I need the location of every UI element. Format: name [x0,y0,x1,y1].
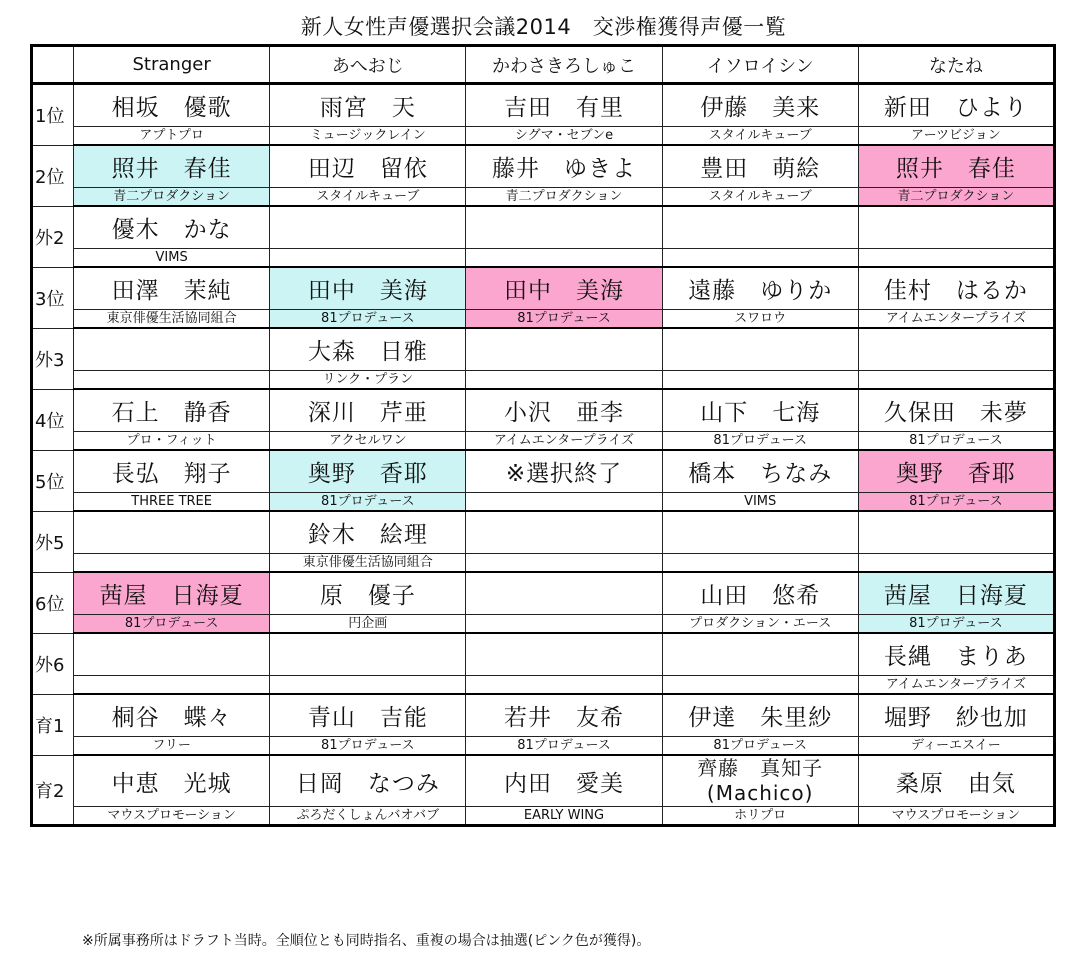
pick-name-row [32,755,1055,807]
agency-name [858,554,1054,573]
voice-actress-name: 原 優子 [270,572,466,615]
voice-actress-name [270,206,466,249]
agency-name: VIMS [74,249,270,268]
agency-name: 81プロデュース [858,432,1054,451]
agency-name: 81プロデュース [270,310,466,329]
agency-name [74,676,270,695]
voice-actress-name [858,206,1054,249]
voice-actress-name: 長縄 まりあ [858,633,1054,676]
agency-name: プロダクション・エース [662,615,858,634]
round-label: 4位 [32,389,74,450]
agency-name: アイムエンタープライズ [858,310,1054,329]
pick-name-row [32,267,1055,310]
pick-name-row [32,328,1055,371]
voice-actress-name: 雨宮 天 [270,84,466,127]
voice-actress-name: 山下 七海 [662,389,858,432]
agency-name: アイムエンタープライズ [466,432,662,451]
round-label: 外3 [32,328,74,389]
voice-actress-name: 優木 かな [74,206,270,249]
voice-actress-name [662,328,858,371]
voice-actress-name: 青山 吉能 [270,694,466,737]
agency-name: ホリプロ [662,807,858,826]
pick-agency-row [32,554,1055,573]
agency-name: THREE TREE [74,493,270,512]
agency-name [466,676,662,695]
agency-name: マウスプロモーション [858,807,1054,826]
voice-actress-name: 茜屋 日海夏 [74,572,270,615]
voice-actress-name: 田澤 茉純 [74,267,270,310]
voice-actress-name [466,328,662,371]
voice-actress-name [662,511,858,554]
voice-actress-name: 奥野 香耶 [858,450,1054,493]
agency-name: ミュージックレイン [270,127,466,146]
agency-name: VIMS [662,493,858,512]
voice-actress-name: 橋本 ちなみ [662,450,858,493]
column-header: Stranger [74,46,270,84]
voice-actress-name [74,328,270,371]
agency-name: マウスプロモーション [74,807,270,826]
voice-actress-name: 堀野 紗也加 [858,694,1054,737]
pick-name-row [32,450,1055,493]
agency-name [270,249,466,268]
voice-actress-name: 照井 春佳 [858,145,1054,188]
round-label: 5位 [32,450,74,511]
agency-name: 青二プロダクション [74,188,270,207]
pick-name-row [32,572,1055,615]
agency-name: アーツビジョン [858,127,1054,146]
column-header: かわさきろしゅこ [466,46,662,84]
agency-name: スタイルキューブ [270,188,466,207]
voice-actress-name: 田中 美海 [466,267,662,310]
agency-name [662,371,858,390]
agency-name [858,371,1054,390]
voice-actress-name [858,511,1054,554]
voice-actress-name: 新田 ひより [858,84,1054,127]
pick-agency-row [32,310,1055,329]
round-label: 2位 [32,145,74,206]
voice-actress-name: 山田 悠希 [662,572,858,615]
page-title: 新人女性声優選択会議2014 交渉権獲得声優一覧 [300,15,787,39]
voice-actress-name: 日岡 なつみ [270,755,466,807]
pick-agency-row [32,615,1055,634]
voice-actress-name: 吉田 有里 [466,84,662,127]
voice-actress-name: 小沢 亜李 [466,389,662,432]
voice-actress-name: 佳村 はるか [858,267,1054,310]
draft-results-table [30,44,1056,827]
round-label: 6位 [32,572,74,633]
pick-name-row [32,511,1055,554]
round-label: 育1 [32,694,74,755]
voice-actress-name: 内田 愛美 [466,755,662,807]
voice-actress-name: 藤井 ゆきよ [466,145,662,188]
voice-actress-name [466,633,662,676]
agency-name: フリー [74,737,270,756]
voice-actress-name: 伊藤 美来 [662,84,858,127]
agency-name: 81プロデュース [858,615,1054,634]
voice-actress-name: 照井 春佳 [74,145,270,188]
round-label: 外5 [32,511,74,572]
agency-name [270,676,466,695]
voice-actress-name: 久保田 未夢 [858,389,1054,432]
agency-name: 81プロデュース [858,493,1054,512]
agency-name: 81プロデュース [466,310,662,329]
voice-actress-name: 桐谷 蝶々 [74,694,270,737]
voice-actress-name: 長弘 翔子 [74,450,270,493]
voice-actress-name [466,206,662,249]
agency-name: 円企画 [270,615,466,634]
voice-actress-name: 相坂 優歌 [74,84,270,127]
voice-actress-name: 中恵 光城 [74,755,270,807]
voice-actress-name: 桑原 由気 [858,755,1054,807]
agency-name: 81プロデュース [270,493,466,512]
agency-name: シグマ・セブンe [466,127,662,146]
agency-name [466,615,662,634]
agency-name [662,249,858,268]
footnote: ※所属事務所はドラフト当時。全順位とも同時指名、重複の場合は抽選(ピンク色が獲得)。 [82,933,651,949]
voice-actress-name: 深川 芹亜 [270,389,466,432]
agency-name: アプトプロ [74,127,270,146]
agency-name: 81プロデュース [466,737,662,756]
voice-actress-name [662,633,858,676]
agency-name [662,554,858,573]
pick-agency-row [32,493,1055,512]
agency-name [466,554,662,573]
pick-name-row [32,389,1055,432]
pick-agency-row [32,737,1055,756]
round-label: 3位 [32,267,74,328]
agency-name: EARLY WING [466,807,662,826]
voice-actress-name: 茜屋 日海夏 [858,572,1054,615]
agency-name: スタイルキューブ [662,188,858,207]
agency-name: プロ・フィット [74,432,270,451]
round-label: 1位 [32,84,74,146]
agency-name: 青二プロダクション [858,188,1054,207]
pick-agency-row [32,371,1055,390]
pick-agency-row [32,432,1055,451]
agency-name: スタイルキューブ [662,127,858,146]
voice-actress-name: 若井 友希 [466,694,662,737]
agency-name: ディーエスイー [858,737,1054,756]
pick-name-row [32,84,1055,127]
voice-actress-name: 齊藤 真知子 (Machico) [662,755,858,807]
pick-agency-row [32,188,1055,207]
pick-agency-row [32,807,1055,826]
agency-name: 青二プロダクション [466,188,662,207]
voice-actress-name: 豊田 萌絵 [662,145,858,188]
agency-name [662,676,858,695]
voice-actress-name: 大森 日雅 [270,328,466,371]
column-header: あへおじ [270,46,466,84]
pick-name-row [32,633,1055,676]
agency-name: 東京俳優生活協同組合 [74,310,270,329]
agency-name [466,493,662,512]
agency-name: ぷろだくしょんバオバブ [270,807,466,826]
voice-actress-name [466,572,662,615]
round-label: 育2 [32,755,74,826]
column-header: イソロイシン [662,46,858,84]
voice-actress-name: 田中 美海 [270,267,466,310]
agency-name: 東京俳優生活協同組合 [270,554,466,573]
agency-name [466,249,662,268]
voice-actress-name [662,206,858,249]
voice-actress-name [270,633,466,676]
pick-name-row [32,694,1055,737]
agency-name: リンク・プラン [270,371,466,390]
header-corner [32,46,74,84]
voice-actress-name: 石上 静香 [74,389,270,432]
agency-name [74,371,270,390]
round-label: 外6 [32,633,74,694]
pick-name-row [32,206,1055,249]
agency-name: アイムエンタープライズ [858,676,1054,695]
header-row [32,46,1055,84]
column-header: なたね [858,46,1054,84]
voice-actress-name [74,511,270,554]
agency-name [858,249,1054,268]
round-label: 外2 [32,206,74,267]
agency-name [466,371,662,390]
voice-actress-name [858,328,1054,371]
agency-name: 81プロデュース [74,615,270,634]
agency-name: 81プロデュース [270,737,466,756]
agency-name: アクセルワン [270,432,466,451]
voice-actress-name: 伊達 朱里紗 [662,694,858,737]
voice-actress-name: 田辺 留依 [270,145,466,188]
voice-actress-name: ※選択終了 [466,450,662,493]
voice-actress-name [74,633,270,676]
agency-name: 81プロデュース [662,737,858,756]
agency-name: 81プロデュース [662,432,858,451]
agency-name [74,554,270,573]
pick-agency-row [32,127,1055,146]
voice-actress-name [466,511,662,554]
voice-actress-name: 遠藤 ゆりか [662,267,858,310]
agency-name: スワロウ [662,310,858,329]
pick-agency-row [32,249,1055,268]
pick-name-row [32,145,1055,188]
voice-actress-name: 奥野 香耶 [270,450,466,493]
voice-actress-name: 鈴木 絵理 [270,511,466,554]
pick-agency-row [32,676,1055,695]
